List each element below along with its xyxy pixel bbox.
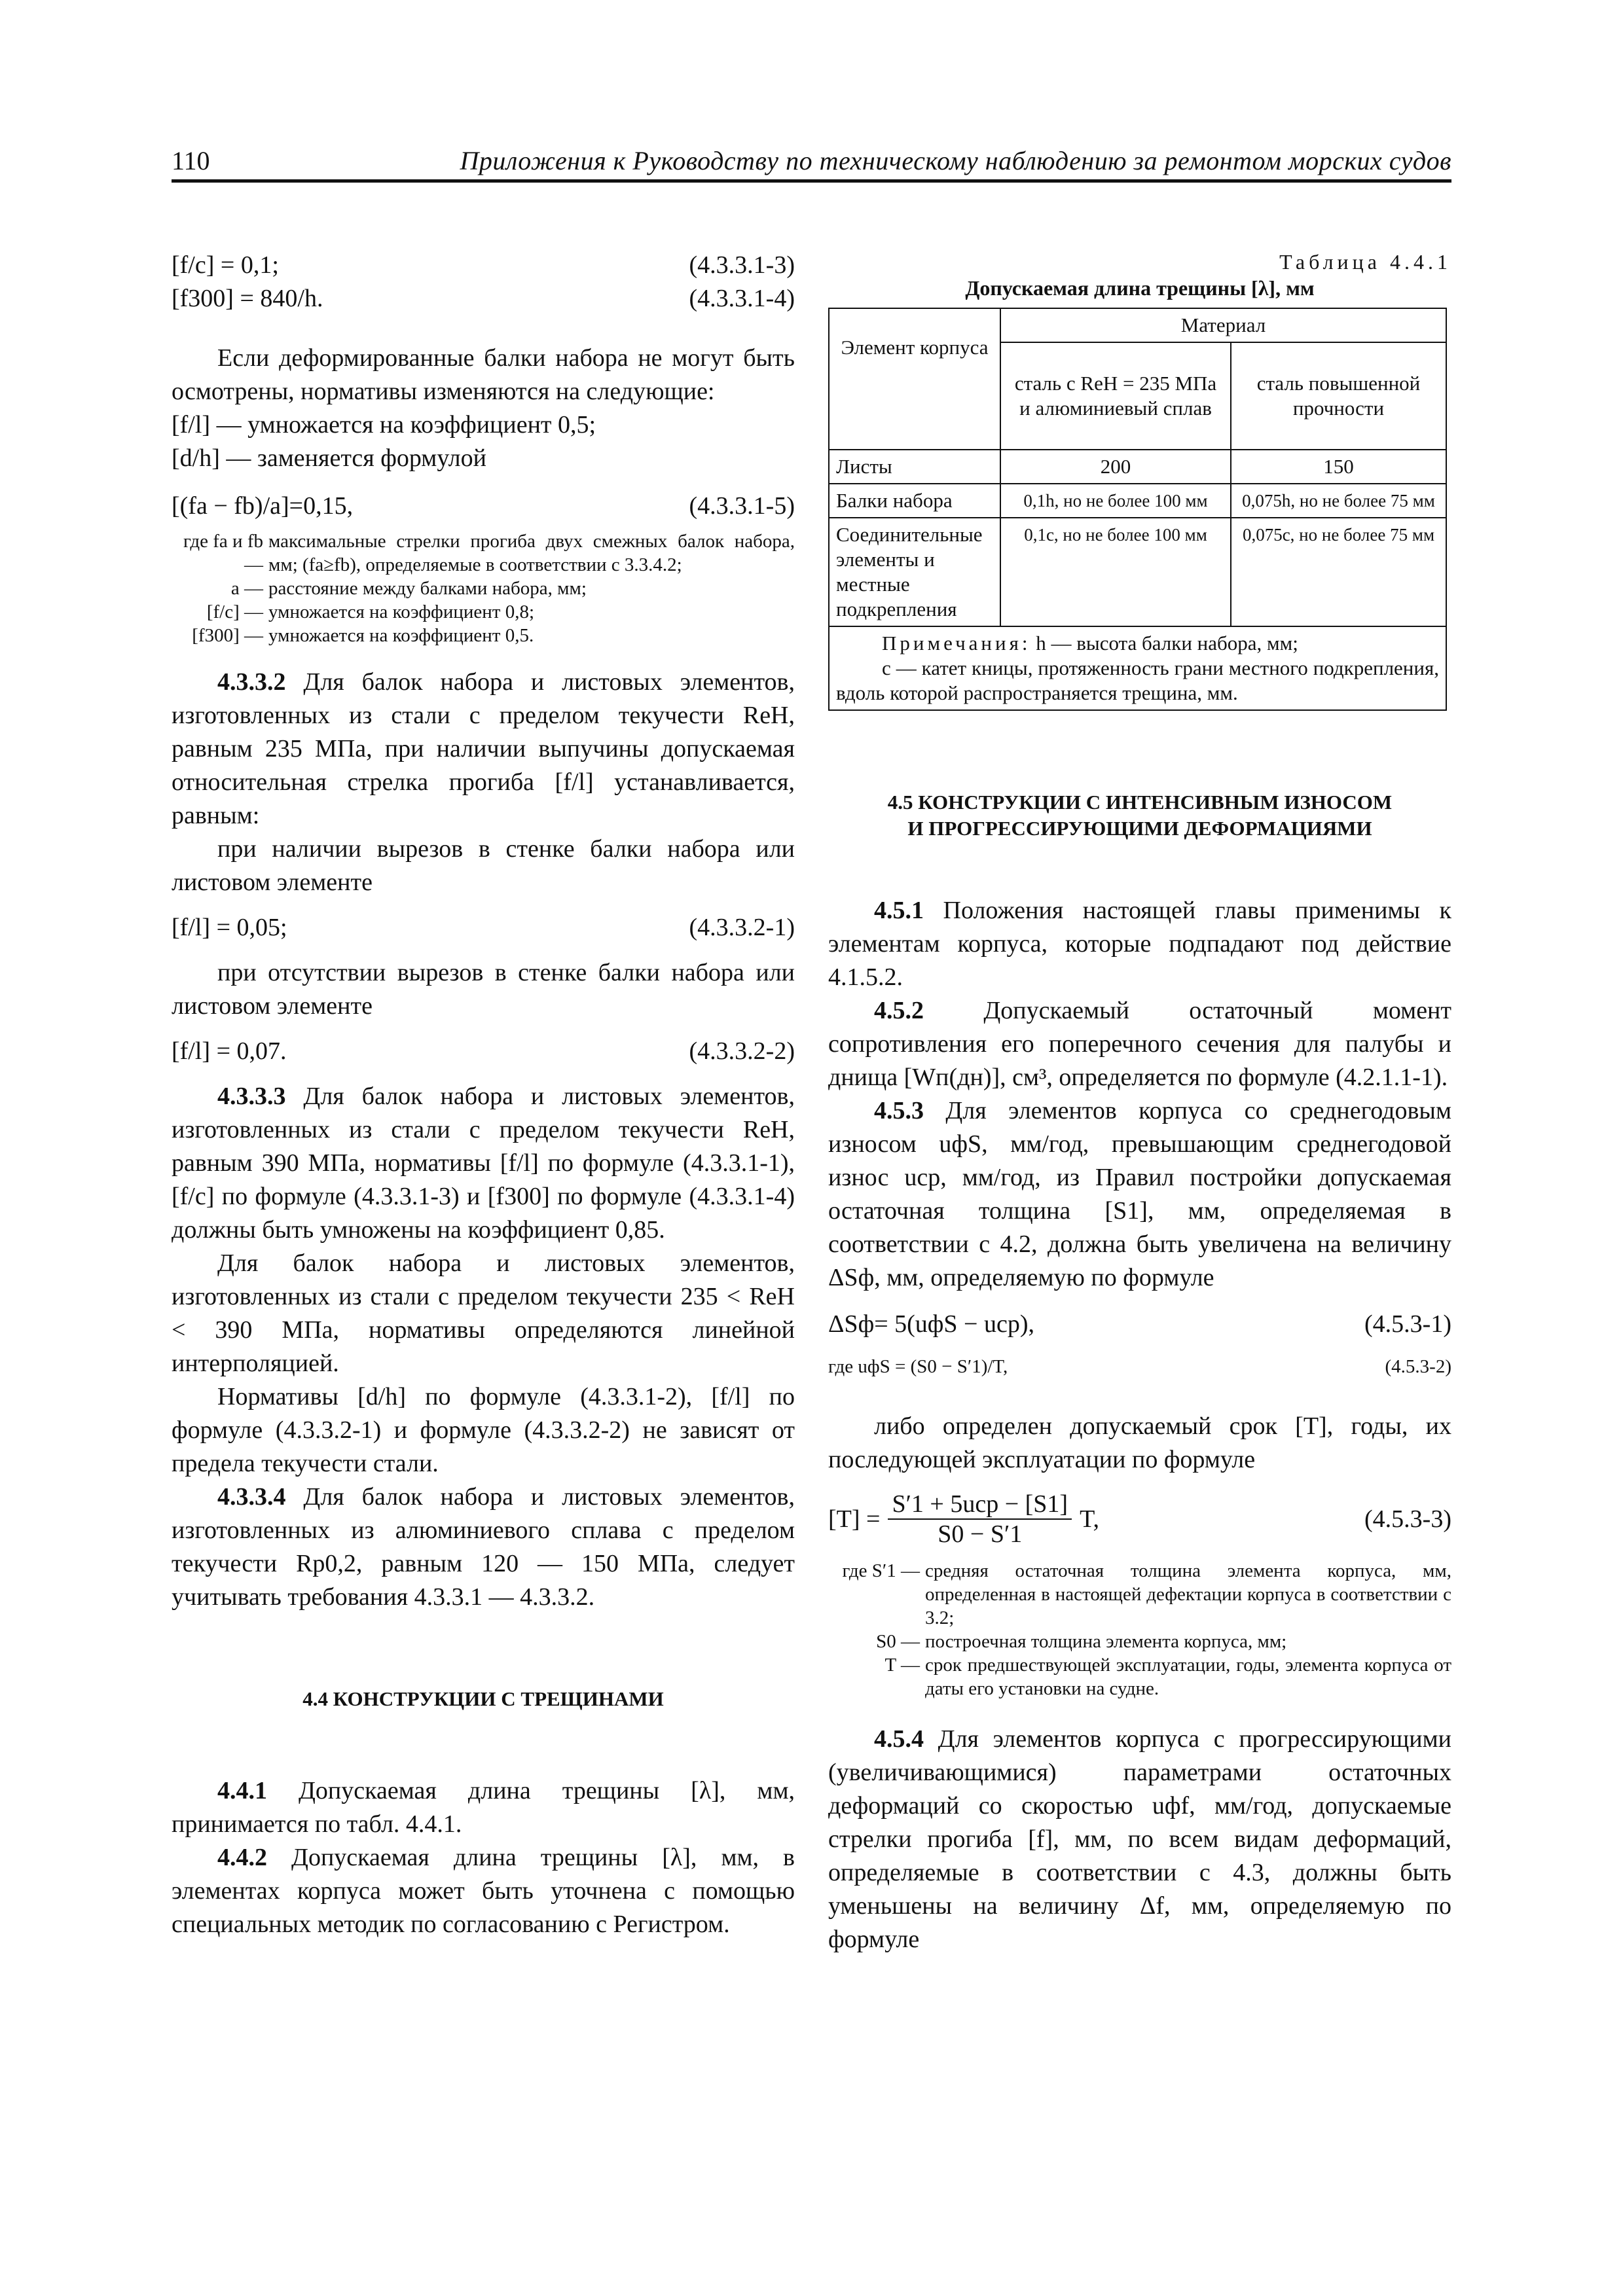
table-row <box>829 518 1446 626</box>
table-caption: Таблица 4.4.1 <box>1279 250 1451 274</box>
section-heading-4-5-line2: И ПРОГРЕССИРУЮЩИМИ ДЕФОРМАЦИЯМИ <box>907 817 1372 840</box>
table-cell: 0,1h, но не более 100 мм <box>1000 484 1231 518</box>
fraction-numerator: S′1 + 5uср − [S1] <box>888 1490 1072 1520</box>
where-label: где fa и fb — <box>183 531 263 575</box>
formula-lhs: [T] = <box>828 1505 881 1533</box>
formula-rhs: T, <box>1080 1505 1099 1533</box>
formula-4-5-3-2 <box>828 1350 1451 1384</box>
paragraph: Если деформированные балки набора не могут быть осмотрены, нормативы изменяются на следующие: <box>172 344 795 405</box>
where-text: средняя остаточная толщина элемента корпуса, мм, определенная в настоящей дефектации корпуса в соответствии с 3.2; <box>925 1560 1451 1628</box>
clause-text: Для балок набора и листовых элементов, изготовленных из алюминиевого сплава с пределом текучести Rp0,2, равным 120 — 150 МПа, следует учитывать требования 4.3.3.1 — 4.3.3.2. <box>172 1483 795 1611</box>
table-cell: Балки набора <box>829 484 1000 518</box>
note-label: Примечания: <box>882 632 1031 655</box>
table-header-steel: сталь с ReH = 235 МПа и алюминиевый сплав <box>1000 342 1231 450</box>
where-label: где S′1 — <box>842 1560 920 1581</box>
clause-text: Для элементов корпуса с прогрессирующими (увеличивающимися) параметрами остаточных деформаций со скоростью uфf, мм/год, допускаемые стрелки прогиба [f], мм, по всем видам деформаций, определяемые в соответствии с 4.3, должны быть уменьшены на величину Δf, мм, определяемую по формуле <box>828 1725 1451 1953</box>
paragraph: при наличии вырезов в стенке балки набора или листовом элементе <box>172 835 795 896</box>
table-cell: 0,075h, но не более 75 мм <box>1231 484 1446 518</box>
clause-number: 4.3.3.2 <box>217 668 286 696</box>
paragraph-4-4-1 <box>172 1774 795 1841</box>
formula-number: (4.3.3.1-3) <box>689 251 795 279</box>
section-heading-4-4: 4.4 КОНСТРУКЦИИ С ТРЕЩИНАМИ <box>302 1687 664 1710</box>
formula-4-3-3-1-5 <box>172 490 795 523</box>
paragraph-4-3-3-3 <box>172 1080 795 1247</box>
table-cell: 0,1c, но не более 100 мм <box>1000 518 1231 626</box>
page-number: 110 <box>172 146 210 175</box>
formula-number: (4.3.3.2-1) <box>689 914 795 941</box>
left-column <box>172 249 795 1941</box>
paragraph-4-4-2 <box>172 1841 795 1941</box>
clause-number: 4.4.1 <box>217 1777 267 1804</box>
note-text: c — катет кницы, протяженность грани местного подкрепления, вдоль которой распространяется трещина, мм. <box>836 656 1439 704</box>
table-header-high-strength: сталь повышенной прочности <box>1231 342 1446 450</box>
fraction-formula <box>828 1490 1099 1549</box>
table-note <box>829 626 1446 710</box>
table-header-material: Материал <box>1000 308 1446 342</box>
clause-text: Для элементов корпуса со среднегодовым износом uфS, мм/год, превышающим среднегодовой износ uср, мм/год, из Правил постройки допускаемая остаточная толщина [S1], мм, определяемая в соответствии с 4.2, должна быть увеличена на величину ΔSф, мм, определяемую по формуле <box>828 1097 1451 1291</box>
table-cell: 200 <box>1000 450 1231 484</box>
formula-4-3-3-1-3 <box>172 249 795 282</box>
paragraph-4-3-3-2 <box>172 666 795 833</box>
formula-4-5-3-1 <box>828 1308 1451 1341</box>
note-text: h — высота балки набора, мм; <box>1036 632 1298 655</box>
paragraph-4-5-1 <box>828 894 1451 994</box>
running-header: Приложения к Руководству по техническому наблюдению за ремонтом морских судов <box>460 146 1451 175</box>
formula-number: (4.5.3-1) <box>1364 1310 1451 1338</box>
header-rule <box>172 179 1451 183</box>
formula-expr: [(fa − fb)/a]=0,15, <box>172 492 354 520</box>
where-text: расстояние между балками набора, мм; <box>268 578 587 599</box>
formula-4-3-3-1-4 <box>172 282 795 315</box>
paragraph: при отсутствии вырезов в стенке балки набора или листовом элементе <box>172 959 795 1020</box>
fraction-denominator: S0 − S′1 <box>938 1520 1023 1548</box>
where-text: максимальные стрелки прогиба двух смежных балок набора, мм; (fa≥fb), определяемые в соответствии с 3.3.4.2; <box>268 531 795 575</box>
where-label: [f300] — <box>192 625 263 646</box>
where-label: T — <box>884 1655 920 1676</box>
formula-4-3-3-2-1 <box>172 911 795 944</box>
clause-number: 4.5.2 <box>874 997 924 1024</box>
table-row <box>829 450 1446 484</box>
table-cell: Листы <box>829 450 1000 484</box>
table-row <box>829 484 1446 518</box>
list-line: [d/h] — заменяется формулой <box>172 444 486 472</box>
where-label: a — <box>230 578 263 599</box>
where-text: умножается на коэффициент 0,5. <box>268 625 534 646</box>
paragraph-4-5-3 <box>828 1094 1451 1295</box>
clause-number: 4.4.2 <box>217 1844 267 1871</box>
formula-number: (4.5.3-3) <box>1364 1505 1451 1533</box>
formula-expr: [f/l] = 0,07. <box>172 1037 287 1065</box>
paragraph: Нормативы [d/h] по формуле (4.3.3.1-2), [f/l] по формуле (4.3.3.2-1) и формуле (4.3.3.2-2) не зависят от предела текучести стали. <box>172 1383 795 1477</box>
table-cell: 0,075c, но не более 75 мм <box>1231 518 1446 626</box>
formula-number: (4.3.3.2-2) <box>689 1037 795 1065</box>
paragraph: либо определен допускаемый срок [T], годы, их последующей эксплуатации по формуле <box>828 1412 1451 1473</box>
clause-text: Для балок набора и листовых элементов, изготовленных из стали с пределом текучести ReH, равным 235 МПа, при наличии выпучины допускаемая относительная стрелка прогиба [f/l] устанавливается, равным: <box>172 668 795 829</box>
formula-expr: [f300] = 840/h. <box>172 285 323 312</box>
where-label: [f/c] — <box>206 601 263 622</box>
table-header-element: Элемент корпуса <box>829 308 1000 450</box>
table-cell: Соединительные элементы и местные подкрепления <box>829 518 1000 626</box>
formula-number: (4.5.3-2) <box>1385 1356 1451 1377</box>
fraction <box>888 1490 1072 1549</box>
formula-expr: ΔSф= 5(uфS − uср), <box>828 1310 1034 1338</box>
formula-expr: [f/c] = 0,1; <box>172 251 279 279</box>
paragraph-4-3-3-4 <box>172 1480 795 1614</box>
clause-text: Допускаемая длина трещины [λ], мм, в элементах корпуса может быть уточнена с помощью специальных методик по согласованию с Регистром. <box>172 1844 795 1938</box>
clause-text: Положения настоящей главы применимы к элементам корпуса, которые подпадают под действие 4.1.5.2. <box>828 897 1451 991</box>
right-column <box>828 249 1451 1956</box>
clause-number: 4.5.3 <box>874 1097 924 1124</box>
where-text: умножается на коэффициент 0,8; <box>268 601 535 622</box>
crack-length-table <box>828 308 1447 711</box>
table-cell: 150 <box>1231 450 1446 484</box>
paragraph-4-5-2 <box>828 994 1451 1094</box>
where-text: срок предшествующей эксплуатации, годы, элемента корпуса от даты его установки на судне. <box>925 1655 1451 1699</box>
clause-text: Допускаемая длина трещины [λ], мм, принимается по табл. 4.4.1. <box>172 1777 795 1838</box>
list-line: [f/l] — умножается на коэффициент 0,5; <box>172 411 596 439</box>
clause-number: 4.5.1 <box>874 897 924 924</box>
formula-4-5-3-3 <box>828 1490 1451 1549</box>
clause-number: 4.3.3.4 <box>217 1483 286 1511</box>
section-heading-4-5: 4.5 КОНСТРУКЦИИ С ИНТЕНСИВНЫМ ИЗНОСОМ <box>887 791 1393 814</box>
formula-expr: [f/l] = 0,05; <box>172 914 287 941</box>
where-list <box>172 529 795 647</box>
table-title: Допускаемая длина трещины [λ], мм <box>965 276 1315 300</box>
formula-4-3-3-2-2 <box>172 1035 795 1068</box>
formula-number: (4.3.3.1-4) <box>689 285 795 312</box>
where-list <box>828 1559 1451 1700</box>
clause-number: 4.3.3.3 <box>217 1083 286 1110</box>
clause-text: Для балок набора и листовых элементов, изготовленных из стали с пределом текучести ReH, равным 390 МПа, нормативы [f/l] по формуле (4.3.3.1-1), [f/c] по формуле (4.3.3.1-3) и [f300] по формуле (4.3.3.1-4) должны быть умножены на коэффициент 0,85. <box>172 1083 795 1244</box>
paragraph: Для балок набора и листовых элементов, изготовленных из стали с пределом текучести 235 < ReH < 390 МПа, нормативы определяются линейной интерполяцией. <box>172 1249 795 1377</box>
where-label: S0 — <box>876 1631 920 1652</box>
where-text: построечная толщина элемента корпуса, мм; <box>925 1631 1287 1652</box>
clause-text: Допускаемый остаточный момент сопротивления его поперечного сечения для палубы и днища [Wп(дн)], см³, определяется по формуле (4.2.1.1-1). <box>828 997 1452 1091</box>
formula-expr: где uфS = (S0 − S′1)/T, <box>828 1356 1008 1377</box>
clause-number: 4.5.4 <box>874 1725 924 1753</box>
paragraph-4-5-4 <box>828 1723 1451 1956</box>
formula-number: (4.3.3.1-5) <box>689 492 795 520</box>
